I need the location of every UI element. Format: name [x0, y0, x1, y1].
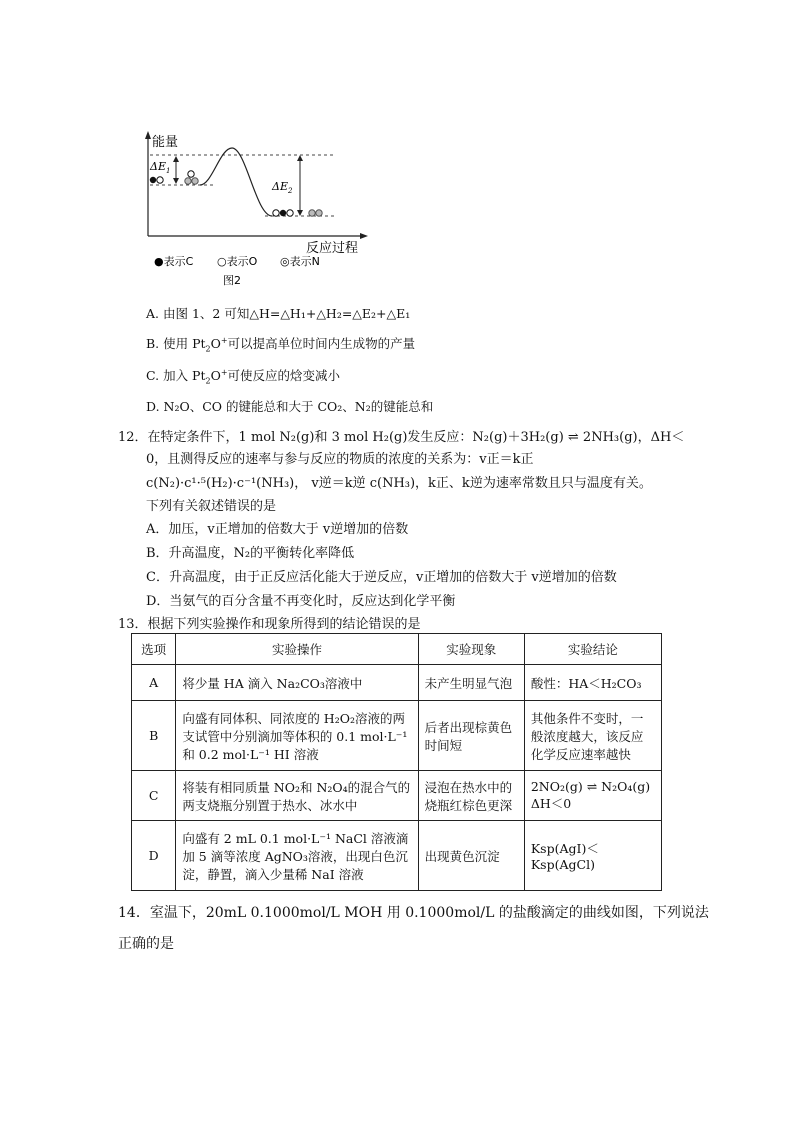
- q12-option-a: A．加压，v正增加的倍数大于 v逆增加的倍数: [146, 522, 409, 537]
- row-operation: 向盛有同体积、同浓度的 H₂O₂溶液的两支试管中分别滴加等体积的 0.1 mol·L⁻¹和 0.2 mol·L⁻¹ HI 溶液: [176, 701, 418, 771]
- table-header-row: [132, 634, 662, 665]
- row-conclusion: Ksp(AgI)＜Ksp(AgCl): [524, 821, 661, 891]
- delta-e2-label: $\Delta E_2$: [272, 180, 293, 195]
- experiment-table: [131, 633, 662, 891]
- energy-diagram-svg: [140, 128, 380, 288]
- q14-stem-line2: 正确的是: [118, 936, 174, 952]
- reaction-curve: [200, 148, 272, 216]
- q12-stem-line2: 0，且测得反应的速率与参与反应的物质的浓度的关系为：v正＝k正: [146, 452, 534, 467]
- q11-option-b: B. 使用 $Pt_2O^+$可以提高单位时间内生成物的产量: [146, 335, 416, 354]
- q11-option-a: A. 由图 1、2 可知△H=△H₁+△H₂=△E₂+△E₁: [146, 306, 411, 321]
- table-row: [132, 821, 662, 891]
- row-operation: 将少量 HA 滴入 Na₂CO₃溶液中: [176, 665, 418, 701]
- table-row: [132, 701, 662, 771]
- legend-n: ◎表示N: [280, 255, 320, 268]
- q14-stem-line1: 14．室温下，20mL 0.1000mol/L MOH 用 0.1000mol/L 的盐酸滴定的曲线如图，下列说法: [118, 905, 709, 921]
- q11-option-c: C. 加入 $Pt_2O^+$可使反应的焓变减小: [146, 367, 341, 386]
- header-option: 选项: [132, 634, 176, 665]
- x-axis-label: 反应过程: [306, 241, 359, 256]
- header-conclusion: 实验结论: [524, 634, 661, 665]
- energy-diagram: [140, 128, 380, 292]
- y-axis-label: 能量: [152, 135, 179, 150]
- q12-option-d: D．当氨气的百分含量不再变化时，反应达到化学平衡: [146, 594, 456, 609]
- row-phenomenon: 后者出现棕黄色时间短: [418, 701, 524, 771]
- row-phenomenon: 出现黄色沉淀: [418, 821, 524, 891]
- q13-stem: 13．根据下列实验操作和现象所得到的结论错误的是: [118, 617, 421, 632]
- table-row: [132, 771, 662, 821]
- row-phenomenon: 浸泡在热水中的烧瓶红棕色更深: [418, 771, 524, 821]
- legend-o: ○表示O: [217, 255, 258, 268]
- row-option: B: [132, 701, 176, 771]
- row-operation: 向盛有 2 mL 0.1 mol·L⁻¹ NaCl 溶液滴加 5 滴等浓度 AgNO₃溶液，出现白色沉淀，静置，滴入少量稀 NaI 溶液: [176, 821, 418, 891]
- row-conclusion: 2NO₂(g) ⇌ N₂O₄(g) ΔH＜0: [524, 771, 661, 821]
- q12-stem-line3: c(N₂)·c¹·⁵(H₂)·c⁻¹(NH₃)， v逆＝k逆 c(NH₃)，k正、k逆为速率常数且只与温度有关。: [146, 476, 652, 491]
- q12-stem-line4: 下列有关叙述错误的是: [146, 499, 277, 514]
- figure-caption: 图2: [223, 274, 241, 287]
- row-option: C: [132, 771, 176, 821]
- row-operation: 将装有相同质量 NO₂和 N₂O₄的混合气的两支烧瓶分别置于热水、冰水中: [176, 771, 418, 821]
- row-conclusion: 酸性：HA＜H₂CO₃: [524, 665, 661, 701]
- row-conclusion: 其他条件不变时，一般浓度越大，该反应化学反应速率越快: [524, 701, 661, 771]
- y-axis-arrow: [145, 131, 151, 139]
- header-phenomenon: 实验现象: [418, 634, 524, 665]
- x-axis-arrow: [360, 233, 368, 239]
- row-phenomenon: 未产生明显气泡: [418, 665, 524, 701]
- q12-stem-line1: 12．在特定条件下，1 mol N₂(g)和 3 mol H₂(g)发生反应：N₂(g)＋3H₂(g) ⇌ 2NH₃(g)，ΔH＜: [118, 430, 685, 445]
- q11-option-d: D. N₂O、CO 的键能总和大于 CO₂、N₂的键能总和: [146, 399, 434, 414]
- q12-option-c: C．升高温度，由于正反应活化能大于逆反应，v正增加的倍数大于 v逆增加的倍数: [146, 570, 617, 585]
- table-row: [132, 665, 662, 701]
- row-option: D: [132, 821, 176, 891]
- delta-e1-label: $\Delta E_1$: [150, 160, 171, 175]
- q12-option-b: B．升高温度，N₂的平衡转化率降低: [146, 546, 355, 561]
- legend-c: ●表示C: [154, 255, 194, 268]
- header-operation: 实验操作: [176, 634, 418, 665]
- row-option: A: [132, 665, 176, 701]
